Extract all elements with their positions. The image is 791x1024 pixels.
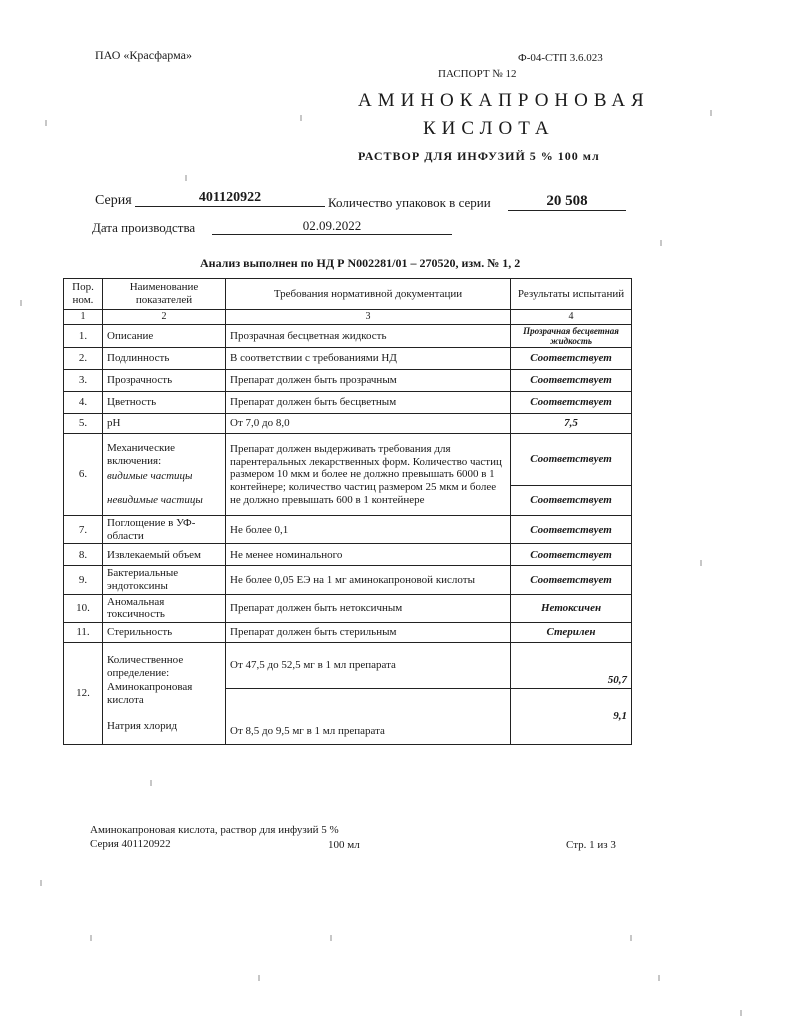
table-row <box>64 566 632 594</box>
col-num-1: 1 <box>64 310 103 325</box>
scan-speck <box>658 975 660 981</box>
row-name: Стерильность <box>103 623 226 643</box>
row-12-requirement-1: От 47,5 до 52,5 мг в 1 мл препарата <box>226 643 511 689</box>
scan-speck <box>660 240 662 246</box>
row-result: 7,5 <box>511 414 632 434</box>
row-6-result-visible: Соответствует <box>511 434 632 486</box>
row-requirement: Препарат должен быть прозрачным <box>226 370 511 392</box>
row-requirement: Не более 0,05 ЕЭ на 1 мг аминокапроновой кислоты <box>226 566 511 594</box>
row-name: Описание <box>103 324 226 348</box>
header-requirements: Требования нормативной документации <box>226 279 511 310</box>
row-requirement: Прозрачная бесцветная жидкость <box>226 324 511 348</box>
table-row <box>64 414 632 434</box>
row-result: Соответствует <box>511 516 632 544</box>
row-name: Бактериальные эндотоксины <box>103 566 226 594</box>
table-row-6 <box>64 434 632 486</box>
scan-speck <box>45 120 47 126</box>
date-value: 02.09.2022 <box>212 218 452 235</box>
scan-speck <box>700 560 702 566</box>
row-name: Поглощение в УФ-области <box>103 516 226 544</box>
row-requirement: Препарат должен быть стерильным <box>226 623 511 643</box>
col-num-3: 3 <box>226 310 511 325</box>
table-row <box>64 324 632 348</box>
form-code: Ф-04-СТП 3.6.023 <box>518 52 603 64</box>
row-num: 1. <box>64 324 103 348</box>
row-result: Стерилен <box>511 623 632 643</box>
row-num: 9. <box>64 566 103 594</box>
table-row <box>64 594 632 622</box>
row-12-requirement-2: От 8,5 до 9,5 мг в 1 мл препарата <box>226 689 511 745</box>
scan-speck <box>258 975 260 981</box>
scan-speck <box>630 935 632 941</box>
row-6-name: Механические включения: <box>107 442 176 468</box>
row-num: 4. <box>64 392 103 414</box>
company-name: ПАО «Красфарма» <box>95 48 192 62</box>
row-name-12 <box>103 643 226 745</box>
row-requirement: В соответствии с требованиями НД <box>226 348 511 370</box>
row-num: 8. <box>64 544 103 566</box>
row-result: Нетоксичен <box>511 594 632 622</box>
row-12-sub-aminocaproic: Аминокапроновая кислота <box>107 681 193 706</box>
row-6-sub-visible: видимые частицы <box>107 469 193 482</box>
table-row <box>64 370 632 392</box>
row-result: Соответствует <box>511 544 632 566</box>
passport-number: ПАСПОРТ № 12 <box>438 68 517 80</box>
footer-page: Стр. 1 из 3 <box>566 839 616 851</box>
table-header-row <box>64 279 632 310</box>
row-num: 10. <box>64 594 103 622</box>
row-requirement: Препарат должен быть нетоксичным <box>226 594 511 622</box>
row-num: 5. <box>64 414 103 434</box>
row-12-sub-nacl: Натрия хлорид <box>107 720 178 733</box>
footer-product: Аминокапроновая кислота, раствор для инфузий 5 % <box>90 824 339 836</box>
row-result: Соответствует <box>511 370 632 392</box>
table-row <box>64 544 632 566</box>
row-requirement: Не менее номинального <box>226 544 511 566</box>
row-result: Соответствует <box>511 348 632 370</box>
scan-speck <box>185 175 187 181</box>
analysis-reference: Анализ выполнен по НД Р N002281/01 – 270520, изм. № 1, 2 <box>200 256 521 270</box>
header-name: Наименование показателей <box>103 279 226 310</box>
row-num: 12. <box>64 643 103 745</box>
row-name: Извлекаемый объем <box>103 544 226 566</box>
series-value: 401120922 <box>135 190 325 207</box>
table-row <box>64 516 632 544</box>
title-line-2: КИСЛОТА <box>423 118 555 139</box>
row-result: Соответствует <box>511 566 632 594</box>
row-name: Цветность <box>103 392 226 414</box>
quantity-value: 20 508 <box>508 193 626 211</box>
table-row <box>64 623 632 643</box>
row-name-6 <box>103 434 226 516</box>
table-row-12 <box>64 643 632 689</box>
row-name: Прозрачность <box>103 370 226 392</box>
row-requirement: Препарат должен быть бесцветным <box>226 392 511 414</box>
row-num: 6. <box>64 434 103 516</box>
scan-speck <box>90 935 92 941</box>
row-12-result-2: 9,1 <box>511 689 632 745</box>
series-label: Серия <box>95 193 132 208</box>
row-num: 7. <box>64 516 103 544</box>
row-num: 2. <box>64 348 103 370</box>
scan-speck <box>300 115 302 121</box>
scan-speck <box>40 880 42 886</box>
quantity-label: Количество упаковок в серии <box>328 195 491 210</box>
row-6-sub-invisible: невидимые частицы <box>107 494 203 507</box>
row-result: Прозрачная бесцветная жидкость <box>511 324 632 348</box>
scan-speck <box>740 1010 742 1016</box>
title-line-1: АМИНОКАПРОНОВАЯ <box>358 90 650 111</box>
column-numbers-row <box>64 310 632 325</box>
scan-speck <box>20 300 22 306</box>
scan-speck <box>710 110 712 116</box>
table-row <box>64 392 632 414</box>
subtitle: РАСТВОР ДЛЯ ИНФУЗИЙ 5 % 100 мл <box>358 149 600 163</box>
header-num: Пор. ном. <box>64 279 103 310</box>
date-label: Дата производства <box>92 220 196 235</box>
scan-speck <box>150 780 152 786</box>
row-name: Подлинность <box>103 348 226 370</box>
results-table <box>63 278 632 745</box>
footer-volume: 100 мл <box>328 839 360 851</box>
row-num: 11. <box>64 623 103 643</box>
col-num-2: 2 <box>103 310 226 325</box>
row-result: Соответствует <box>511 392 632 414</box>
row-12-result-1: 50,7 <box>511 643 632 689</box>
row-requirement: От 7,0 до 8,0 <box>226 414 511 434</box>
row-num: 3. <box>64 370 103 392</box>
row-12-name: Количественное определение: <box>107 653 184 679</box>
scan-speck <box>330 935 332 941</box>
table-row <box>64 348 632 370</box>
row-requirement: Не более 0,1 <box>226 516 511 544</box>
row-name: Аномальная токсичность <box>103 594 226 622</box>
row-name: pH <box>103 414 226 434</box>
col-num-4: 4 <box>511 310 632 325</box>
footer-series: Серия 401120922 <box>90 838 171 850</box>
row-6-result-invisible: Соответствует <box>511 486 632 516</box>
header-results: Результаты испытаний <box>511 279 632 310</box>
row-6-requirement: Препарат должен выдерживать требования для парентеральных лекарственных форм. Количество частиц размером 10 мкм и более не должно превышать 6000 в 1 контейнере; количество частиц размером 25 мкм и более не должно превышать 600 в 1 контейнере <box>226 434 511 516</box>
